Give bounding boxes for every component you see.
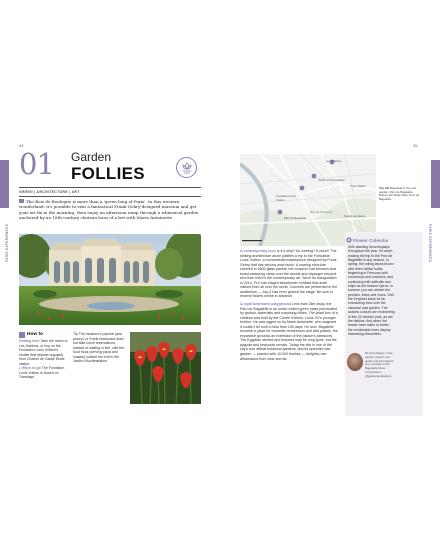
map-label-bagatelle: Parc de Bagatelle: [284, 216, 307, 220]
paragraph-contemporary-icon: [240, 249, 338, 299]
contemporary-icon-label: A contemporary icon: [240, 249, 276, 253]
map-label-fondation: Fondation Louis Vuitton: [276, 194, 296, 202]
howto-tip: Tip The museum's popular (and pricey) Le Frank restaurant does not take lunch reservations; instead of waiting in line, visit the food truck (serving pizza and snacks) outside the exit in the Jardin d'Acclimatation.: [73, 332, 124, 363]
info-icon: [19, 332, 25, 338]
flower-calendar-icon: [346, 237, 352, 243]
author-avatar: [347, 353, 363, 371]
flower-calendar-text: With dazzling floral displays throughout the year, it's worth making the trip to the Parc de Bagatelle in any season. In spring, the rolling lawns bloom with three million bulbs, beginning in February with snowdrops and crocuses, and continuing with daffodils and tulips as the season ripens. In summer you can admire the peonies, irises and roses. Visit the Empress kiosk for an enchanting view over the classical rose garden. The autumn colours are enchanting in this 24-hectare park, as are the dahlias. And when the leaves have fallen in winter, the remarkable trees display interesting silhouettes.: [348, 245, 395, 336]
photo-caption: [379, 187, 423, 201]
tulips-photo: [130, 332, 201, 404]
main-body: [240, 249, 338, 364]
side-tab-right: [431, 160, 440, 208]
arrow-icon: ▸: [19, 366, 21, 370]
paragraph-royal-playground: [240, 302, 338, 361]
flower-icon: [176, 157, 197, 178]
side-tab-left: [0, 160, 9, 208]
getting-here-text: Take the metro to Les Sablons, or hop on the Fondation Louis Vuitton's shuttle that departs regularly from Charles de Gaulle Étoile station.: [19, 339, 68, 366]
caption-lead: Top left: [379, 186, 390, 190]
category-tags: GREEN | ARCHITECTURE | ART: [19, 190, 80, 194]
howto-column-1: [19, 339, 69, 380]
map-label-jardin: Jardin d'Acclimatation: [318, 178, 346, 182]
howto-heading: How to: [27, 332, 43, 337]
side-label-left: PARIS EXPERIENCES: [5, 224, 9, 263]
when-to-go-label: When to go: [21, 366, 41, 370]
royal-playground-text: Less than 2km away, the Parc de Bagatelle is an under-visited green oasis punctuated by grottos, waterfalls and surprising follies. The jewel box of a chateau was built by the Comte d'Artois, Louis XV's younger brother. He was egged on by Marie Antoinette, who wagered it couldn't be built in less than 100 days. He won. Bagatelle became a place for romantic rendezvous and wild parties, the expansive grounds an extension of the palace's pleasures. The Egyptian obelisk and teepees may be long gone, but the pagoda and peacocks remain. Today the site is one of the city's four official botanical gardens, and its splendid rose garden — planted with 10,000 bushes — delights rose aficionados from near and far.: [240, 302, 338, 361]
map-label-bois: Bois de Boulogne: [310, 210, 332, 214]
contemporary-icon-text: Is it a ship? An iceberg? A cloud? The striking architecture alone justifies a trip to the Fondation Louis Vuitton, a monumental masterpiece designed by Frank Gehry that has serious wow factor. A soaring structure covered in 3600 glass panels, the museum has terraces that boast sweeping views over the woods and cityscape beyond. And then there's the contemporary art. Since its inauguration in 2014, FLV has staged blockbuster exhibits that draw visitors from all over the world. Concerts are performed in the auditorium — Jay-Z has even graced the stage. Be sure to reserve tickets online in advance.: [240, 249, 338, 299]
intro-text: The Bois de Boulogne is more than a 'green lung of Paris'. In this western wonderland, it's possible to visit a fantastical Frank Gehry-designed museum and get your art fix in the morning, then enjoy an afternoon romp through a whimsical garden anchored by an 18th-century chateau born of a bet with Marie Antoinette.: [19, 199, 199, 221]
side-label-right: PARIS EXPERIENCES: [428, 224, 432, 263]
getting-here-label: Getting here: [19, 339, 40, 343]
when-to-go-text: The Fondation Louis Vuitton is closed on Tuesdays.: [19, 366, 65, 379]
header-rule: [19, 187, 201, 188]
map-label-neuilly: Neuilly-sur-Seine: [344, 214, 366, 218]
title-line-2: FOLLIES: [71, 164, 145, 183]
caption-text: Bagatelle in the rose garden; Parc de Bagatelle. Bottom left Water lilies, Parc de Bagatelle: [379, 186, 420, 201]
flower-calendar-title: Flower Calendar: [353, 238, 389, 243]
map-label-porte: Porte Maillot: [350, 184, 366, 188]
map-label-sablons: Les Sablons: [326, 159, 342, 163]
chateau-photo: [19, 234, 201, 325]
author-bio: By Amy Hayes Lowe, garden expert, tour guide and permanent jury member of the Bagatelle Rose Commission. @gardenguideparis: [365, 351, 394, 378]
intro-paragraph: [19, 199, 201, 221]
chapter-number: 01: [19, 147, 54, 181]
page-number-left: 44: [19, 143, 24, 148]
royal-playground-label: A royal bedrooms playground: [240, 302, 291, 307]
bullet-square-icon: [19, 199, 24, 203]
page-number-right: 45: [413, 143, 418, 148]
title-line-1: Garden: [71, 150, 112, 164]
